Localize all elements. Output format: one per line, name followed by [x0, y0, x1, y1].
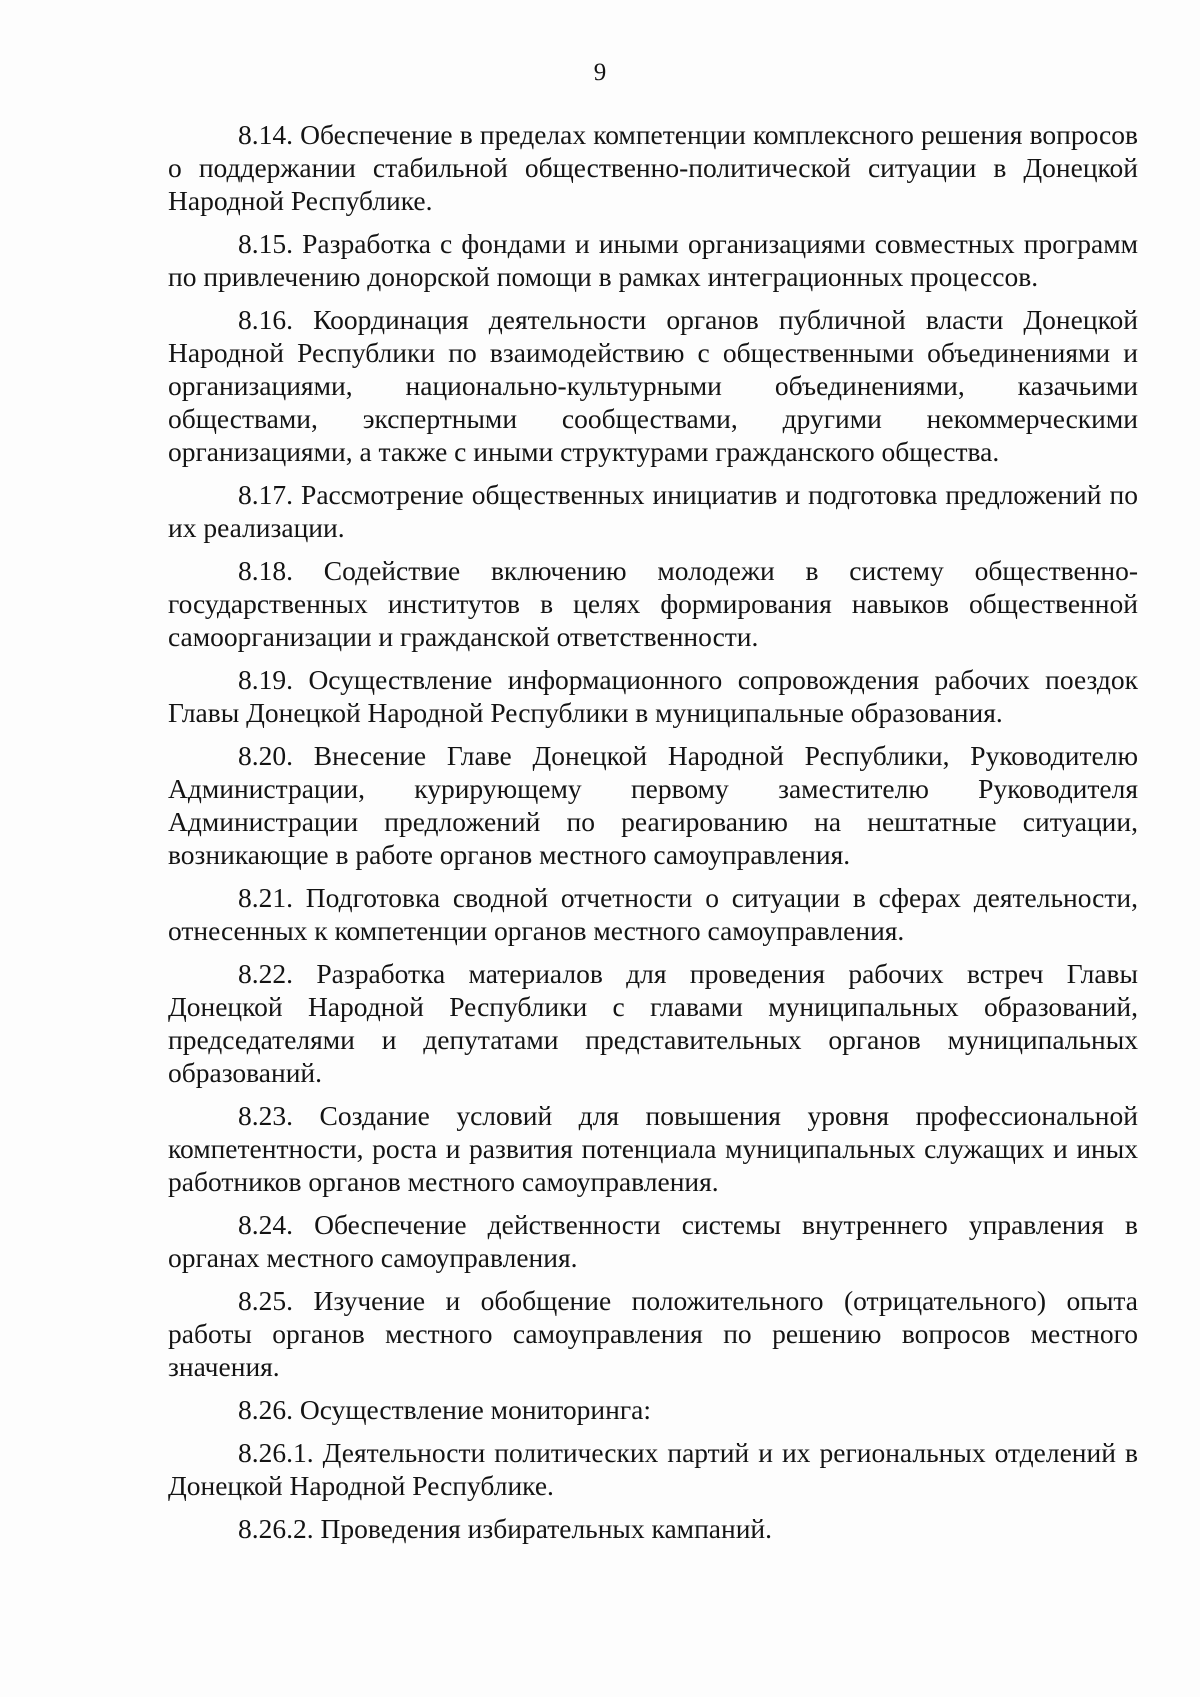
paragraph-8-25: 8.25. Изучение и обобщение положительного (отрицательного) опыта работы органов местного самоуправления по решению вопросов местного значения. — [168, 1285, 1138, 1382]
paragraph-8-14: 8.14. Обеспечение в пределах компетенции комплексного решения вопросов о поддержании стабильной общественно-политической ситуации в Донецкой Народной Республике. — [168, 119, 1138, 216]
document-body — [168, 118, 1138, 1555]
paragraph-8-26-2: 8.26.2. Проведения избирательных кампаний. — [238, 1513, 773, 1544]
paragraph-8-18: 8.18. Содействие включению молодежи в систему общественно-государственных институтов в целях формирования навыков общественной самоорганизации и гражданской ответственности. — [168, 555, 1138, 652]
paragraph-8-24: 8.24. Обеспечение действенности системы внутреннего управления в органах местного самоуправления. — [168, 1209, 1138, 1273]
paragraph-8-15: 8.15. Разработка с фондами и иными организациями совместных программ по привлечению донорской помощи в рамках интеграционных процессов. — [168, 228, 1138, 292]
paragraph-8-19: 8.19. Осуществление информационного сопровождения рабочих поездок Главы Донецкой Народной Республики в муниципальные образования. — [168, 664, 1138, 728]
paragraph-8-26-1: 8.26.1. Деятельности политических партий и их региональных отделений в Донецкой Народной Республике. — [168, 1437, 1138, 1501]
paragraph-8-26: 8.26. Осуществление мониторинга: — [238, 1394, 651, 1425]
paragraph-8-21: 8.21. Подготовка сводной отчетности о ситуации в сферах деятельности, отнесенных к компетенции органов местного самоуправления. — [168, 882, 1138, 946]
paragraph-8-17: 8.17. Рассмотрение общественных инициатив и подготовка предложений по их реализации. — [168, 479, 1138, 543]
paragraph-8-20: 8.20. Внесение Главе Донецкой Народной Республики, Руководителю Администрации, курирующему первому заместителю Руководителя Администрации предложений по реагированию на нештатные ситуации, возникающие в работе органов местного самоуправления. — [168, 740, 1138, 870]
paragraph-8-16: 8.16. Координация деятельности органов публичной власти Донецкой Народной Республики по взаимодействию с общественными объединениями и организациями, национально-культурными объединениями, казачьими обществами, экспертными сообществами, другими некоммерческими организациями, а также с иными структурами гражданского общества. — [168, 304, 1138, 467]
page-number: 9 — [593, 59, 607, 86]
paragraph-8-23: 8.23. Создание условий для повышения уровня профессиональной компетентности, роста и развития потенциала муниципальных служащих и иных работников органов местного самоуправления. — [168, 1100, 1138, 1197]
paragraph-8-22: 8.22. Разработка материалов для проведения рабочих встреч Главы Донецкой Народной Республики с главами муниципальных образований, председателями и депутатами представительных органов муниципальных образований. — [168, 958, 1138, 1088]
